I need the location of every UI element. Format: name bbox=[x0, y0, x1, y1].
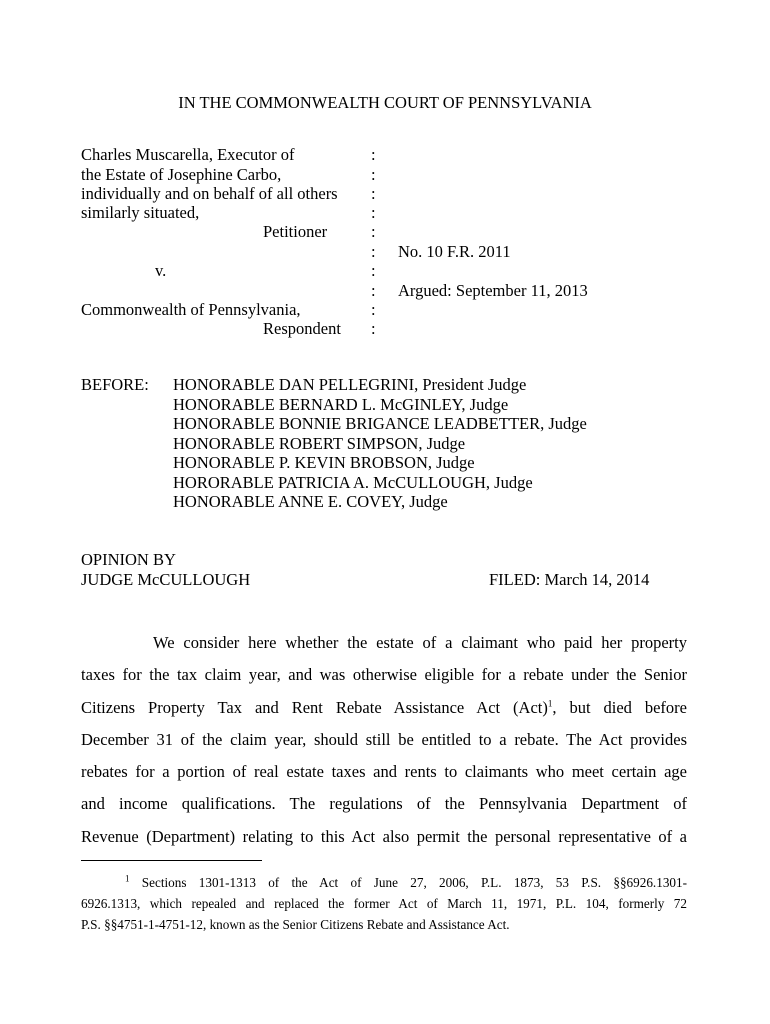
footnote-line: P.S. §§4751-1-4751-12, known as the Senior Citizens Rebate and Assistance Act. bbox=[81, 917, 510, 932]
paragraph-line: rebates for a portion of real estate taxes and rents to claimants who meet certain age bbox=[81, 762, 687, 782]
footnote-line-text: Sections 1301-1313 of the Act of June 27, 2006, P.L. 1873, 53 P.S. §§6926.1301- bbox=[141, 875, 687, 890]
footnote bbox=[81, 872, 687, 935]
caption-colon: : bbox=[371, 165, 376, 184]
caption-colon: : bbox=[371, 184, 376, 203]
petitioner-line: similarly situated, bbox=[81, 203, 200, 222]
judge-name: HONORABLE BONNIE BRIGANCE LEADBETTER, Judge bbox=[173, 414, 587, 433]
respondent-role: Respondent bbox=[263, 319, 341, 338]
caption-colon: : bbox=[371, 281, 376, 300]
paragraph-line bbox=[81, 692, 687, 724]
before-label: BEFORE: bbox=[81, 375, 149, 394]
judge-name: HONORABLE DAN PELLEGRINI, President Judge bbox=[173, 375, 527, 394]
judge-name: HONORABLE ANNE E. COVEY, Judge bbox=[173, 492, 448, 511]
petitioner-line: individually and on behalf of all others bbox=[81, 184, 338, 203]
versus: v. bbox=[155, 261, 167, 280]
caption-colon: : bbox=[371, 319, 376, 338]
judge-name: HONORABLE ROBERT SIMPSON, Judge bbox=[173, 434, 466, 453]
filed-date: FILED: March 14, 2014 bbox=[489, 570, 650, 589]
petitioner-role: Petitioner bbox=[263, 222, 328, 241]
petitioner-line: Charles Muscarella, Executor of bbox=[81, 145, 295, 164]
footnote-line: 6926.1313, which repealed and replaced the former Act of March 11, 1971, P.L. 104, formerly 72 bbox=[81, 896, 687, 911]
caption-colon: : bbox=[371, 222, 376, 241]
paragraph-line: and income qualifications. The regulations of the Pennsylvania Department of bbox=[81, 794, 687, 814]
opinion-paragraph bbox=[81, 627, 687, 853]
judge-name: HONORABLE BERNARD L. McGINLEY, Judge bbox=[173, 395, 509, 414]
caption-colon: : bbox=[371, 300, 376, 319]
caption-colon: : bbox=[371, 203, 376, 222]
opinion-author: JUDGE McCULLOUGH bbox=[81, 570, 251, 589]
judge-name: HONORABLE P. KEVIN BROBSON, Judge bbox=[173, 453, 475, 472]
footnote-marker: 1 bbox=[125, 873, 130, 884]
paragraph-line-part: , but died before bbox=[552, 697, 687, 717]
petitioner-line: the Estate of Josephine Carbo, bbox=[81, 165, 282, 184]
footnote-reference: 1 bbox=[547, 698, 553, 709]
respondent-name: Commonwealth of Pennsylvania, bbox=[81, 300, 301, 319]
argued-date: Argued: September 11, 2013 bbox=[398, 281, 588, 300]
paragraph-line: taxes for the tax claim year, and was otherwise eligible for a rebate under the Senior bbox=[81, 665, 687, 685]
caption-colon: : bbox=[371, 261, 376, 280]
paragraph-line: We consider here whether the estate of a claimant who paid her property bbox=[153, 633, 687, 652]
paragraph-line-part: Citizens Property Tax and Rent Rebate Assistance Act (Act) bbox=[81, 697, 548, 717]
paragraph-line: Revenue (Department) relating to this Act also permit the personal representative of a bbox=[81, 826, 687, 846]
judge-name: HORORABLE PATRICIA A. McCULLOUGH, Judge bbox=[173, 473, 533, 492]
docket-number: No. 10 F.R. 2011 bbox=[398, 242, 511, 261]
footnote-line bbox=[81, 872, 687, 893]
opinion-by-label: OPINION BY bbox=[81, 550, 176, 569]
footnote-divider bbox=[81, 860, 262, 861]
caption-colon: : bbox=[371, 242, 376, 261]
paragraph-line: December 31 of the claim year, should still be entitled to a rebate. The Act provides bbox=[81, 729, 687, 749]
court-title: IN THE COMMONWEALTH COURT OF PENNSYLVANIA bbox=[178, 93, 592, 112]
caption-colon: : bbox=[371, 145, 376, 164]
